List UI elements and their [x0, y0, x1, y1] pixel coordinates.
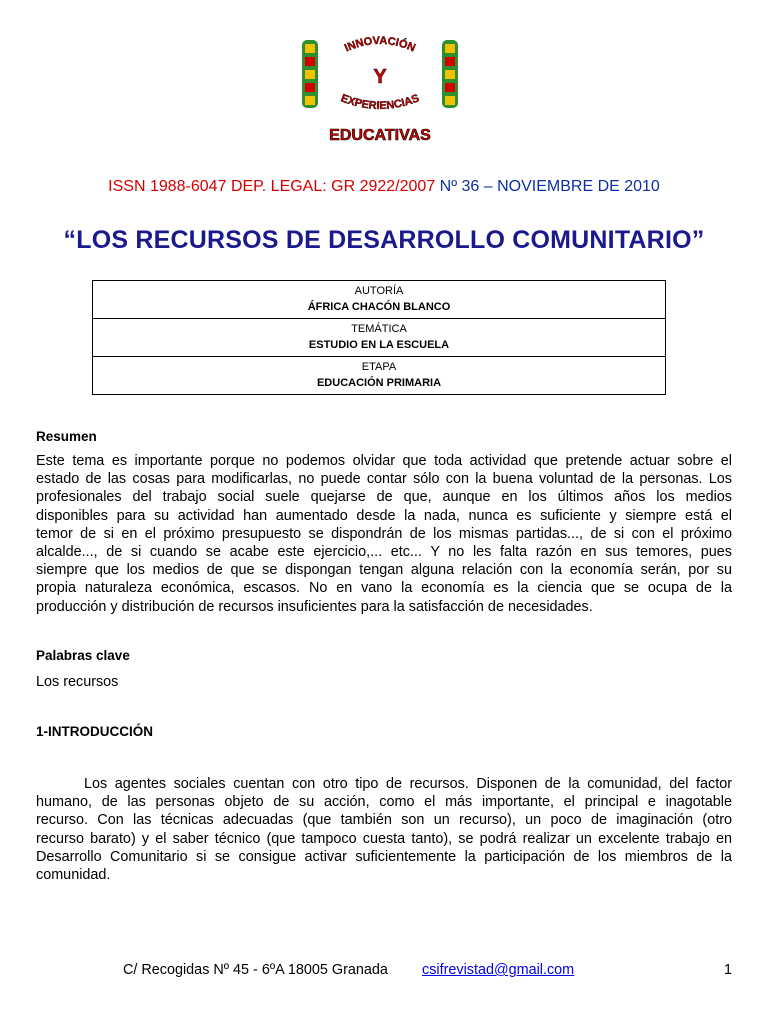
article-title: “LOS RECURSOS DE DESARROLLO COMUNITARIO”	[63, 226, 705, 254]
meta-row-topic	[93, 319, 666, 357]
meta-label: ETAPA	[361, 361, 397, 373]
issn-number: ISSN 1988-6047	[108, 178, 227, 195]
page-number: 1	[724, 962, 733, 978]
text-line: Desarrollo Comunitario si se consigue activar suficientemente la participación de los miembros de la	[36, 848, 732, 865]
issue-number: Nº 36 – NOVIEMBRE DE 2010	[439, 178, 660, 195]
meta-value: ESTUDIO EN LA ESCUELA	[308, 339, 450, 351]
text-line: producción y distribución de recursos insuficientes para la satisfacción de necesidades.	[36, 598, 593, 615]
text-line: Los agentes sociales cuentan con otro tipo de recursos. Disponen de la comunidad, del factor	[84, 776, 732, 792]
svg-text:INNOVACIÓN	[343, 35, 417, 55]
intro-paragraph	[36, 775, 732, 884]
text-line: disponibles para su actividad han aumentado desde la nada, nunca es suficiente y siempre está el	[36, 507, 732, 524]
publication-info	[0, 178, 768, 196]
footer-email-link[interactable]: csifrevistad@gmail.com	[422, 962, 575, 978]
meta-value: EDUCACIÓN PRIMARIA	[316, 377, 442, 389]
article-meta-table	[92, 280, 666, 395]
meta-label: AUTORÍA	[354, 285, 404, 297]
text-line: Este tema es importante porque no podemos olvidar que toda actividad que pretende actuar sobre el	[36, 453, 732, 469]
resumen-paragraph	[36, 452, 732, 616]
logo-text-y: Y	[373, 66, 387, 88]
meta-row-author	[93, 281, 666, 319]
text-line: recurso. Con las técnicas adecuadas (que también son un recurso), un poco de imaginación (otro	[36, 812, 732, 829]
legal-deposit: DEP. LEGAL: GR 2922/2007	[230, 178, 436, 195]
text-line: temor de si en el próximo presupuesto se dispondrán de los mismas partidas..., de si con el próximo	[36, 525, 732, 542]
logo-text-experiencias: EXPERIENCIAS	[339, 92, 421, 113]
text-line: estado de las cosas para modificarlas, no puede contar sólo con la buena voluntad de la personas. Los	[36, 471, 732, 488]
svg-text:EXPERIENCIAS	[339, 92, 421, 112]
meta-row-stage	[93, 357, 666, 395]
text-line: comunidad.	[36, 867, 111, 884]
logo-text-educativas: EDUCATIVAS	[329, 127, 431, 144]
keywords-heading: Palabras clave	[36, 648, 130, 663]
resumen-heading: Resumen	[36, 429, 97, 444]
journal-logo	[294, 30, 466, 148]
footer-address: C/ Recogidas Nº 45 - 6ºA 18005 Granada	[123, 962, 388, 978]
text-line: recurso barato) y el saber técnico (que tampoco cuesta tanto), se podrá realizar un excelente trabajo en	[36, 830, 732, 847]
logo-left-column	[302, 40, 318, 108]
text-line: humano, de las personas objeto de su acción, como el más importante, el principal e inagotable	[36, 794, 732, 811]
logo-right-column	[442, 40, 458, 108]
intro-heading: 1-INTRODUCCIÓN	[36, 724, 153, 739]
text-line: propia naturaleza económica, escasos. No en vano la economía es la ciencia que se ocupa de la	[36, 580, 732, 597]
keywords-text: Los recursos	[36, 674, 119, 690]
meta-value: ÁFRICA CHACÓN BLANCO	[307, 301, 451, 313]
text-line: profesionales del trabajo social suele quejarse de que, aunque en los últimos años los medios	[36, 489, 732, 506]
text-line: alcalde..., de si cuando se acabe este ejercicio,... etc... Y no les falta razón en sus temores, pues	[36, 544, 732, 561]
text-line: siempre que los medios de que se dispongan tengan alguna relación con la economía serán, por su	[36, 562, 732, 579]
meta-label: TEMÁTICA	[351, 323, 407, 335]
logo-text-innovacion: INNOVACIÓN	[342, 34, 418, 55]
